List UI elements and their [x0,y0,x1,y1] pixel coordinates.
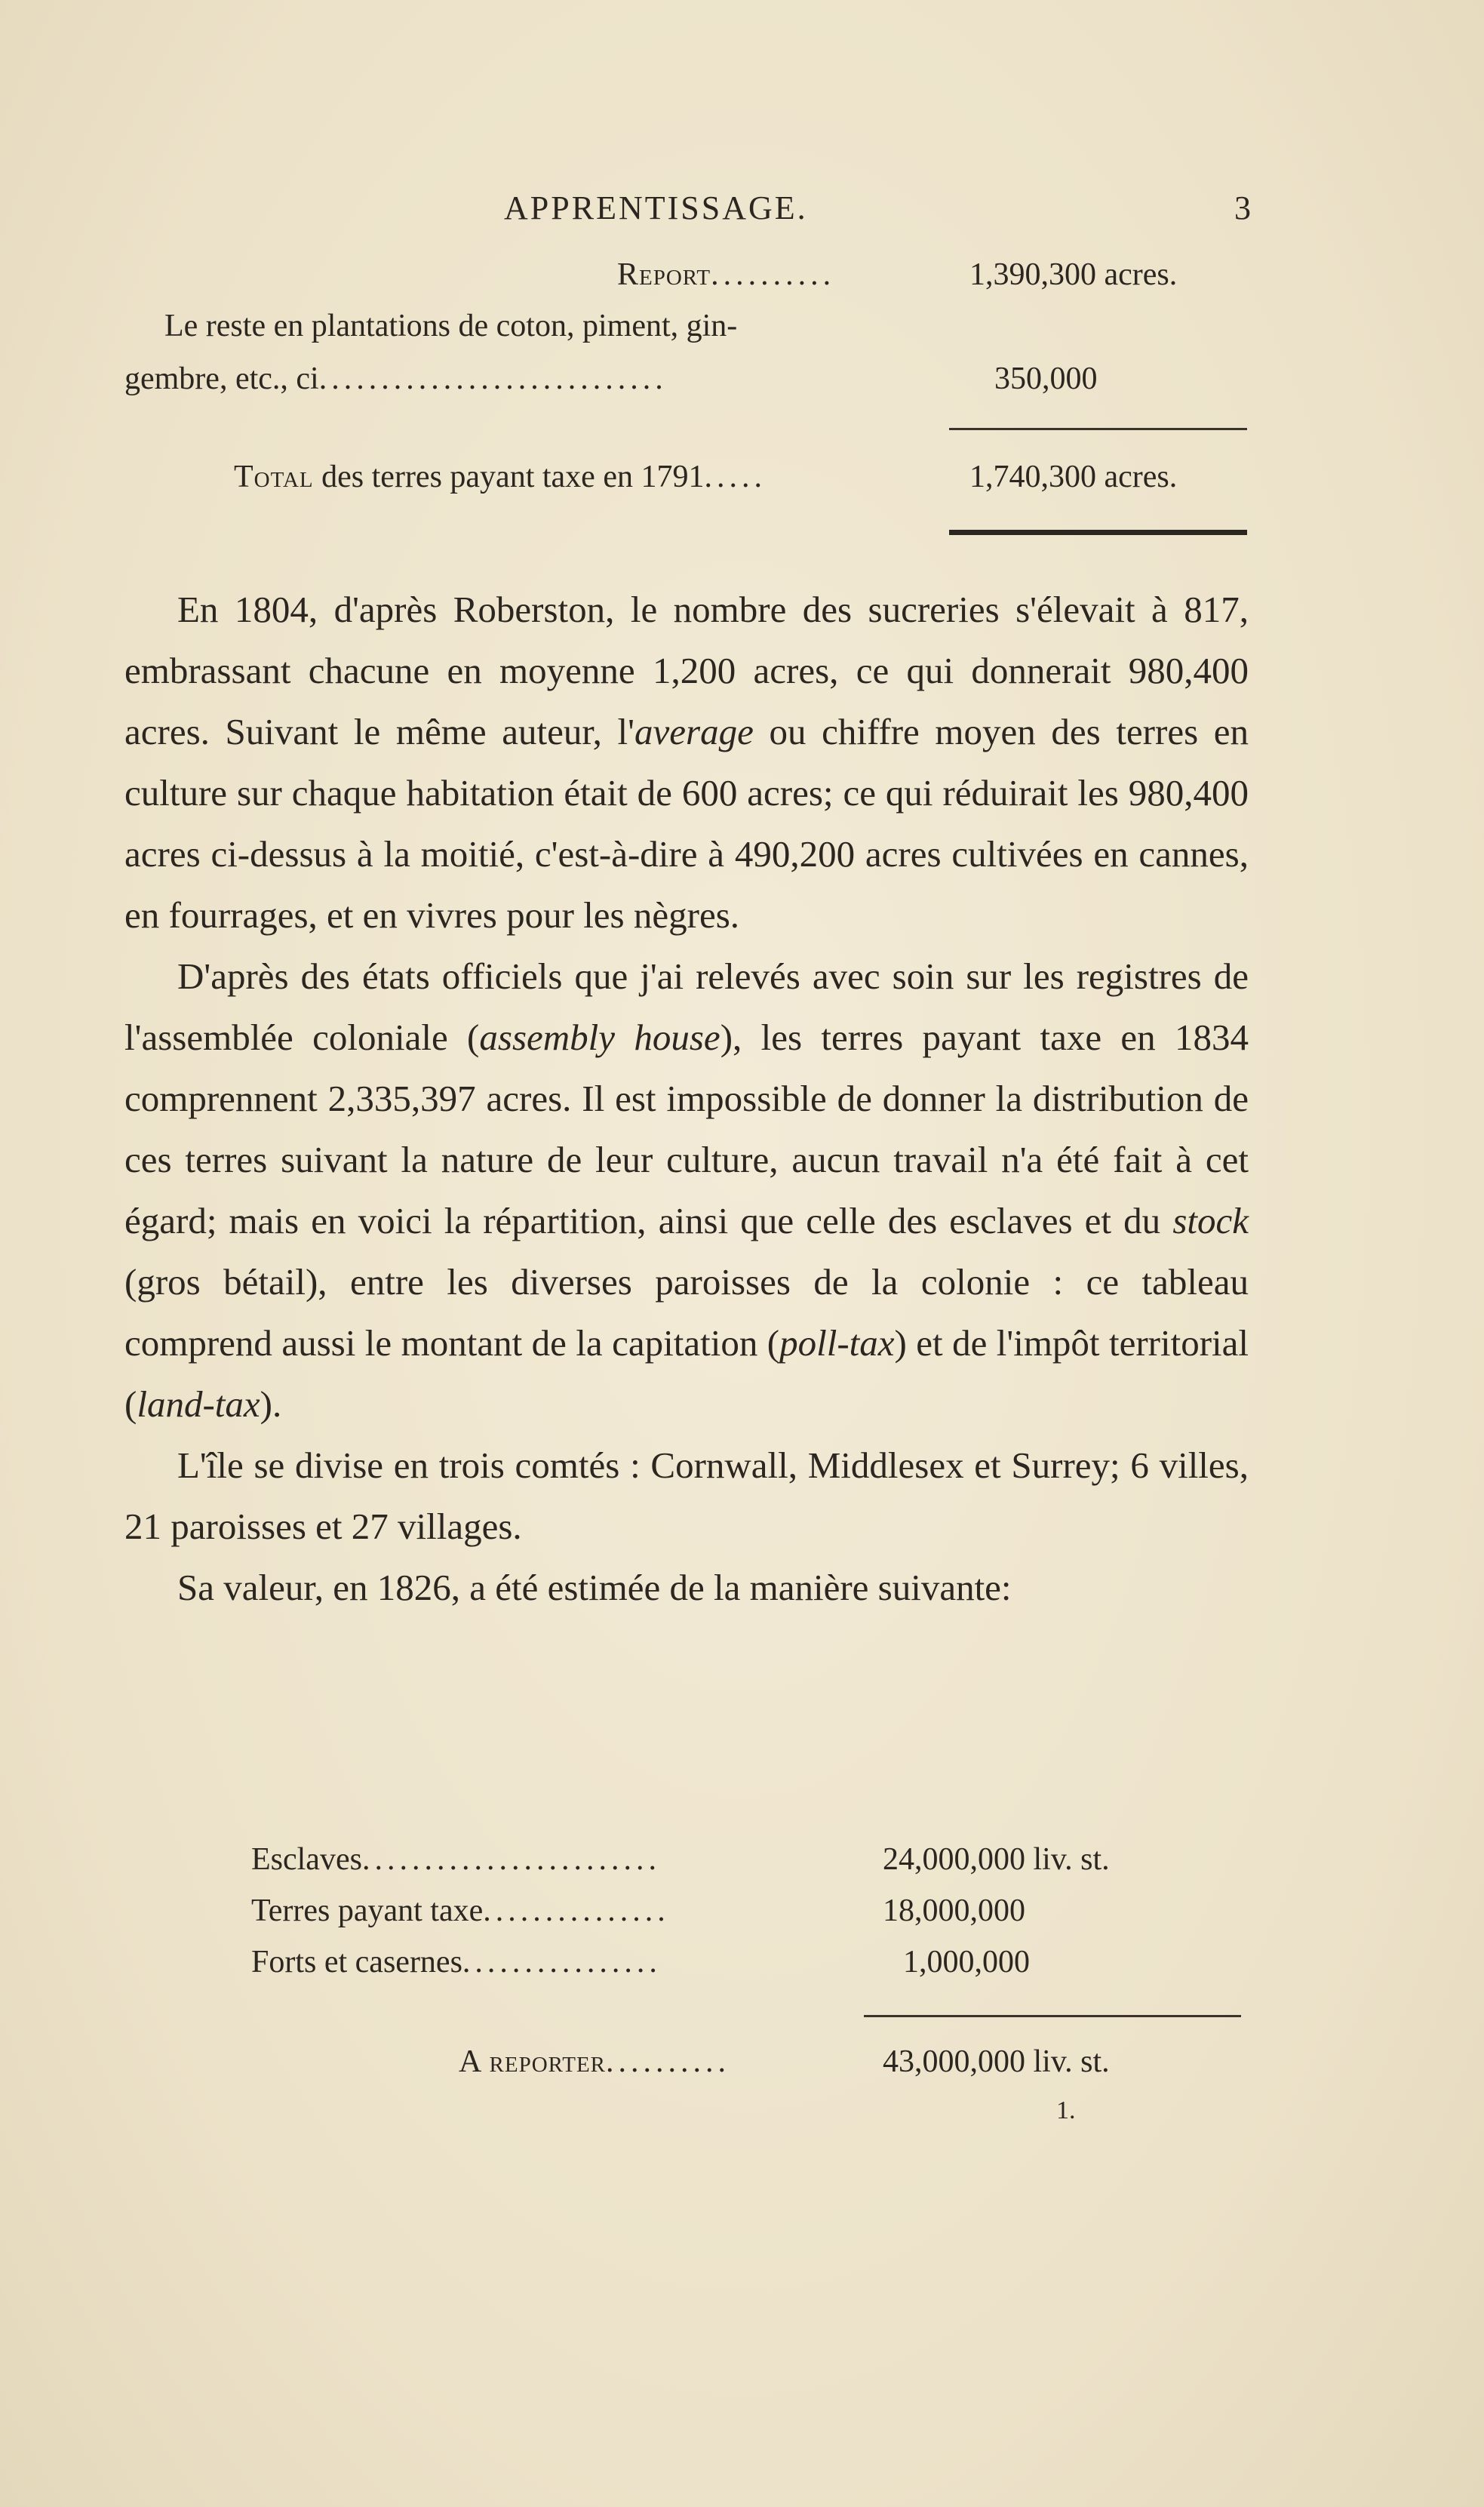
value-row-lands: Terres payant taxe............... [251,1893,670,1928]
double-rule [949,530,1247,535]
value-sum-rule [864,2015,1241,2017]
total-label: Total [234,460,314,494]
rest-label: gembre, etc., ci [124,361,319,396]
report-row [617,257,835,293]
rest-dots: ............................ [318,361,668,396]
paragraph-3: L'île se divise en trois comtés : Cornwall, Middlesex et Surrey; 6 villes, 21 paroisses et 27 villages. [124,1444,1249,1547]
report-dots: .......... [711,257,836,292]
sum-rule [949,428,1247,430]
rest-line-2 [124,361,668,397]
total-dots: ..... [704,460,767,494]
report-value: 1,390,300 acres. [969,257,1178,292]
body-text [124,579,1249,1618]
paragraph-1: En 1804, d'après Roberston, le nombre des sucreries s'élevait à 817, embrassant chacune en moyenne 1,200 acres, ce qui donnerait 980,400 acres. Suivant le même auteur, l'average ou chiffre moyen des terres en culture sur chaque habitation était de 600 acres; ce qui réduirait les 980,400 acres ci-dessus à la moitié, c'est-à-dire à 490,200 acres cultivées en cannes, en fourrages, et en vivres pour les nègres. [124,589,1249,936]
paragraph-2: D'après des états officiels que j'ai relevés avec soin sur les registres de l'assemblée coloniale (assembly house), les terres payant taxe en 1834 comprennent 2,335,397 acres. Il est impossible de donner la distribution de ces terres suivant la nature de leur culture, aucun travail n'a été fait à cet égard; mais en voici la répartition, ainsi que celle des esclaves et du stock (gros bétail), entre les diverses paroisses de la colonie : ce tableau comprend aussi le montant de la capitation (poll-tax) et de l'impôt territorial (land-tax). [124,955,1249,1425]
total-text: des terres payant taxe en 1791 [313,460,705,494]
value-row-forts: Forts et casernes................ [251,1945,662,1979]
value-slaves: 24,000,000 liv. st. [883,1842,1110,1877]
carry-label: A reporter [459,2044,607,2079]
carry-dots: .......... [606,2044,731,2079]
carry-value: 43,000,000 liv. st. [883,2044,1110,2079]
rest-value: 350,000 [994,361,1098,396]
value-row-slaves: Esclaves........................ [251,1842,661,1877]
page-number: 3 [1234,189,1251,226]
carry-row [459,2044,730,2080]
paragraph-4: Sa valeur, en 1826, a été estimée de la manière suivante: [177,1567,1012,1608]
signature-mark: 1. [1056,2096,1076,2124]
total-value: 1,740,300 acres. [969,460,1178,494]
rest-line-1: Le reste en plantations de coton, piment, gin- [164,309,738,343]
report-label: Report [617,257,711,292]
value-lands: 18,000,000 [883,1893,1025,1928]
running-header-title: APPRENTISSAGE. [504,189,808,226]
total-row [234,459,767,495]
value-forts: 1,000,000 [903,1945,1030,1979]
